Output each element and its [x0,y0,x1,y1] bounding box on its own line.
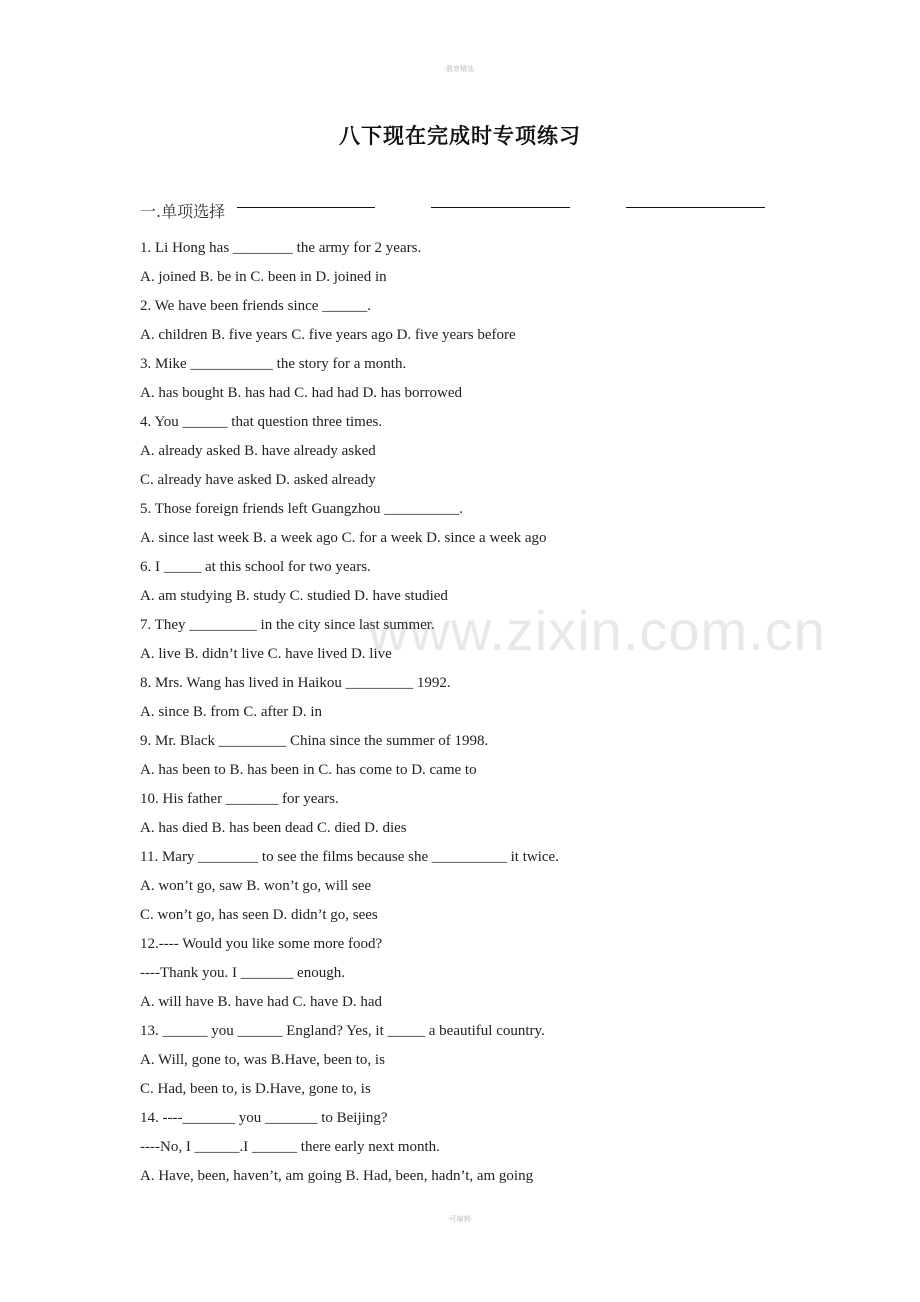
question-line: 8. Mrs. Wang has lived in Haikou _________ 1992. [140,675,451,691]
question-line: A. am studying B. study C. studied D. have studied [140,588,448,604]
question-line: A. won’t go, saw B. won’t go, will see [140,878,372,894]
question-line: 4. You ______ that question three times. [140,414,383,430]
question-line: 13. ______ you ______ England? Yes, it _____ a beautiful country. [140,1023,545,1039]
question-line: 10. His father _______ for years. [140,791,339,807]
question-line: A. Have, been, haven’t, am going B. Had, been, hadn’t, am going [140,1168,534,1184]
question-line: 14. ----_______ you _______ to Beijing? [140,1110,388,1126]
question-list [140,236,780,1193]
question-line: 6. I _____ at this school for two years. [140,559,371,575]
question-line: A. has died B. has been dead C. died D. dies [140,820,407,836]
question-line: ----Thank you. I _______ enough. [140,965,345,981]
question-line: C. won’t go, has seen D. didn’t go, sees [140,907,378,923]
question-line: 1. Li Hong has ________ the army for 2 years. [140,240,422,256]
divider-rule [431,207,570,208]
question-line: A. has bought B. has had C. had had D. has borrowed [140,385,463,401]
question-line: A. live B. didn’t live C. have lived D. live [140,646,392,662]
question-line: A. has been to B. has been in C. has come to D. came to [140,762,477,778]
section-heading: 一.单项选择 [140,202,226,221]
question-line: C. already have asked D. asked already [140,472,376,488]
question-line: A. Will, gone to, was B.Have, been to, is [140,1052,385,1068]
question-line: A. since last week B. a week ago C. for a week D. since a week ago [140,530,547,546]
divider-rule [237,207,375,208]
question-line: ----No, I ______.I ______ there early next month. [140,1139,440,1155]
question-line: 2. We have been friends since ______. [140,298,371,314]
question-line: 12.---- Would you like some more food? [140,936,383,952]
footer-watermark-text: ·可编辑· [447,1215,473,1223]
page-title: 八下现在完成时专项练习 [339,124,581,148]
question-line: 5. Those foreign friends left Guangzhou __________. [140,501,463,517]
divider-rule [626,207,765,208]
question-line: A. since B. from C. after D. in [140,704,323,720]
question-line: A. joined B. be in C. been in D. joined in [140,269,387,285]
header-watermark-text: ·教育精选· [443,65,477,73]
question-line: C. Had, been to, is D.Have, gone to, is [140,1081,371,1097]
question-line: 7. They _________ in the city since last summer. [140,617,435,633]
site-watermark: www.zixin.com.cn [368,599,826,662]
question-line: A. already asked B. have already asked [140,443,376,459]
question-line: 3. Mike ___________ the story for a month. [140,356,407,372]
section-heading-row [140,196,770,224]
question-line: A. will have B. have had C. have D. had [140,994,383,1010]
question-line: 9. Mr. Black _________ China since the summer of 1998. [140,733,489,749]
question-line: 11. Mary ________ to see the films because she __________ it twice. [140,849,559,865]
question-line: A. children B. five years C. five years ago D. five years before [140,327,516,343]
